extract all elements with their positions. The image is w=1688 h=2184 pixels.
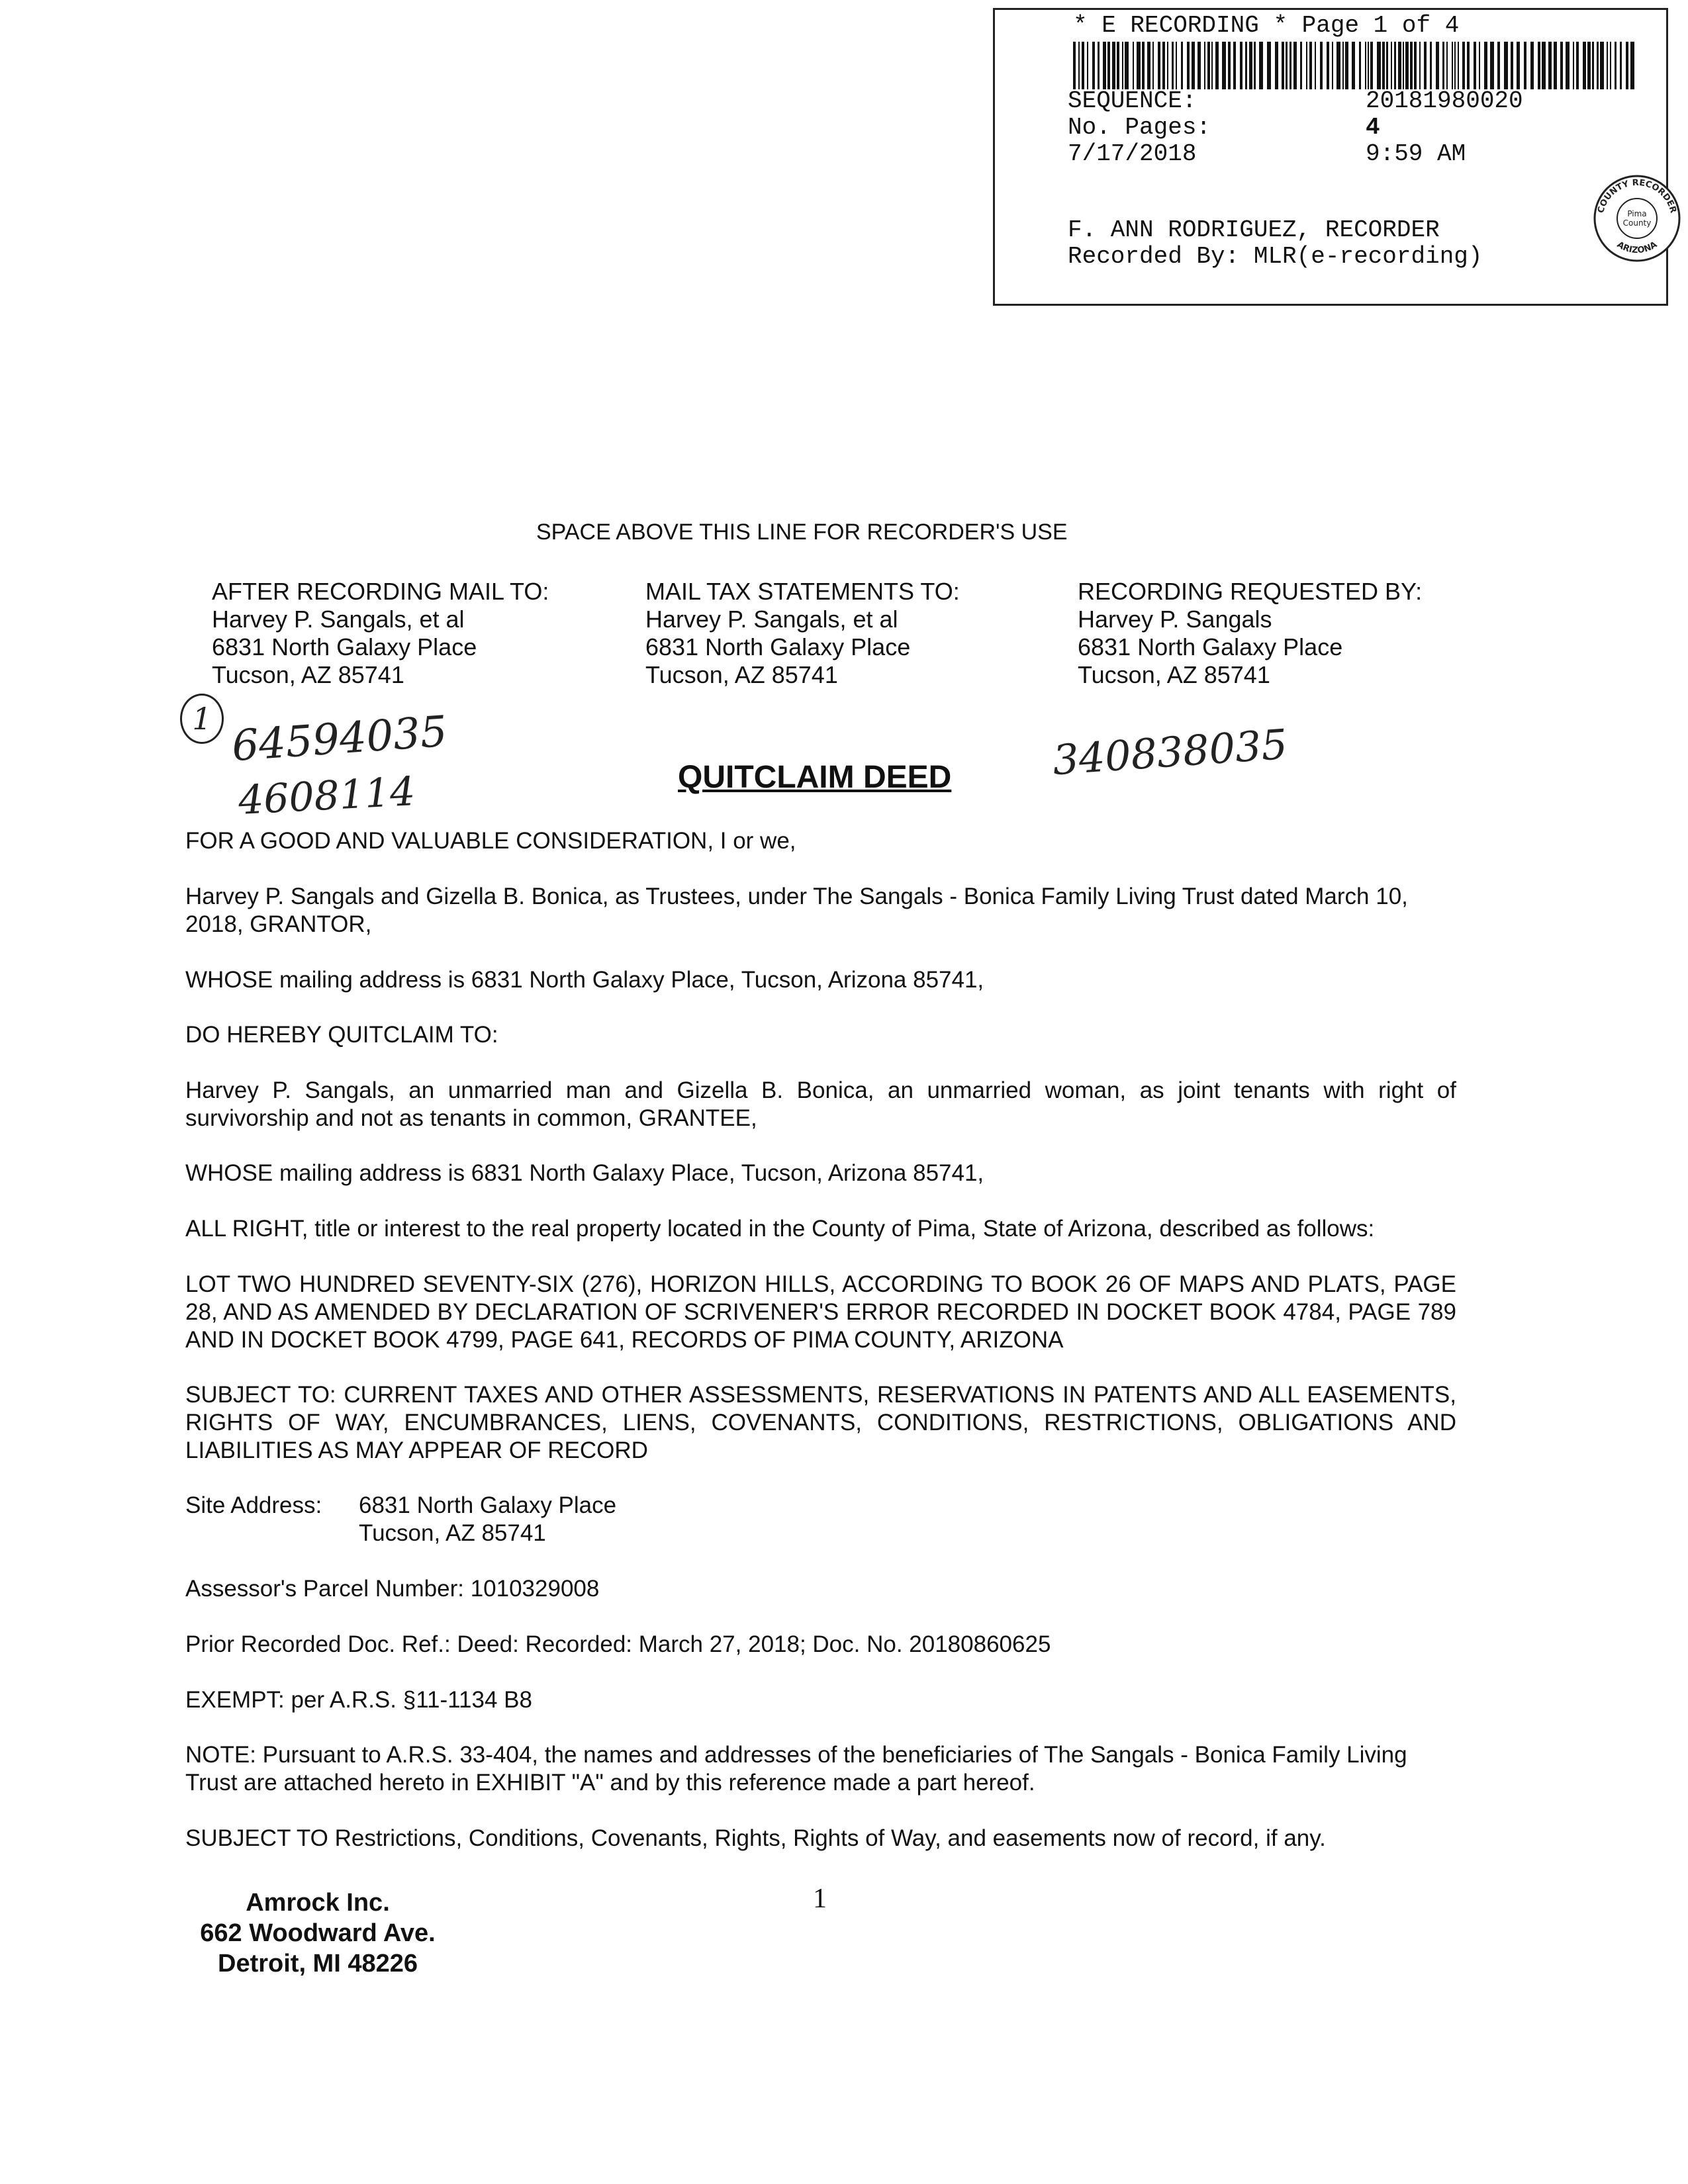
recorded-by: Recorded By: MLR(e-recording) <box>1068 243 1483 270</box>
site-address <box>185 1492 1456 1547</box>
barcode-bar <box>1490 42 1494 89</box>
handwritten-circled-number: 1 <box>180 694 224 744</box>
barcode-bar <box>1560 42 1563 89</box>
barcode-bar <box>1092 42 1095 89</box>
handwritten-note-2: 4608114 <box>237 768 416 824</box>
barcode-bar <box>1391 42 1392 89</box>
address-name: Harvey P. Sangals <box>1078 606 1272 633</box>
seal-text-center-2: County <box>1622 218 1652 228</box>
barcode-bar <box>1240 42 1243 89</box>
barcode-bar <box>1137 42 1141 89</box>
address-heading: AFTER RECORDING MAIL TO: <box>212 578 549 605</box>
exempt-text: EXEMPT: per A.R.S. §11-1134 B8 <box>185 1687 532 1713</box>
pages-label: No. Pages: <box>1068 114 1211 141</box>
grantor-text: Harvey P. Sangals and Gizella B. Bonica, as Trustees, under The Sangals - Bonica Family Living Trust dated March 10, 2018, GRANTOR, <box>185 884 1408 937</box>
site-address-value <box>359 1492 616 1547</box>
barcode-bar <box>1207 42 1210 89</box>
barcode-bar <box>1172 42 1174 89</box>
space-above-line: SPACE ABOVE THIS LINE FOR RECORDER'S USE <box>536 520 1068 545</box>
barcode-bar <box>1517 42 1520 89</box>
stamp-header: * E RECORDING * Page 1 of 4 <box>1073 12 1460 39</box>
barcode-bar <box>1300 42 1302 89</box>
barcode-bar <box>1320 42 1323 89</box>
barcode-bar <box>1403 42 1404 89</box>
address-block-after-recording <box>212 578 549 689</box>
seal-text-bottom: ARIZONA <box>1615 240 1660 256</box>
barcode-bar <box>1424 42 1427 89</box>
barcode-bar <box>1442 42 1444 89</box>
record-date: 7/17/2018 <box>1068 140 1197 167</box>
pages-value: 4 <box>1366 114 1380 141</box>
barcode-bar <box>1275 42 1278 89</box>
barcode-bar <box>1181 42 1183 89</box>
barcode-bar <box>1430 42 1432 89</box>
barcode-bar <box>1538 42 1540 89</box>
barcode-bar <box>1610 42 1611 89</box>
barcode-bar <box>1103 42 1106 89</box>
barcode-bar <box>1626 42 1628 89</box>
barcode-bar <box>1345 42 1348 89</box>
barcode-bar <box>1249 42 1252 89</box>
barcode-bar <box>1382 42 1385 89</box>
barcode-bar <box>1504 42 1508 89</box>
barcode-bar <box>1152 42 1154 89</box>
barcode-bar <box>1554 42 1557 89</box>
barcode-bar <box>1187 42 1190 89</box>
barcode-bar <box>1600 42 1604 89</box>
barcode-bar <box>1474 42 1476 89</box>
barcode-bar <box>1211 42 1213 89</box>
barcode-bar <box>1359 42 1361 89</box>
barcode-bar <box>1073 42 1076 89</box>
barcode-bar <box>1245 42 1247 89</box>
barcode-bar <box>1125 42 1129 89</box>
barcode-bar <box>1548 42 1552 89</box>
barcode-bar <box>1452 42 1453 89</box>
barcode-bar <box>1462 42 1465 89</box>
site-address-line-2: Tucson, AZ 85741 <box>359 1520 546 1546</box>
barcode-bar <box>1370 42 1373 89</box>
barcode-bar <box>1107 42 1110 89</box>
barcode-bar <box>1398 42 1401 89</box>
address-block-tax-statements <box>645 578 960 689</box>
barcode-bar <box>1479 42 1480 89</box>
barcode-bar <box>1607 42 1608 89</box>
subject-to-text: SUBJECT TO: CURRENT TAXES AND OTHER ASSESSMENTS, RESERVATIONS IN PATENTS AND ALL EASEMENTS, RIGHTS OF WAY, ENCUMBRANCES, LIENS, COVENANTS, CONDITIONS, RESTRICTIONS, OBLIGATIONS AND LIABILITIES AS MAY APPEAR OF RECORD <box>185 1382 1456 1463</box>
barcode-bar <box>1484 42 1487 89</box>
barcode-image <box>1073 42 1636 89</box>
barcode-bar <box>1542 42 1546 89</box>
legal-description-text: LOT TWO HUNDRED SEVENTY-SIX (276), HORIZON HILLS, ACCORDING TO BOOK 26 OF MAPS AND PLATS, PAGE 28, AND AS AMENDED BY DECLARATION OF SCRIVENER'S ERROR RECORDED IN DOCKET BOOK 4784, PAGE 789 AND IN DOCKET BOOK 4799, PAGE 641, RECORDS OF PIMA COUNTY, ARIZONA <box>185 1271 1456 1353</box>
county-seal-icon <box>1591 172 1683 265</box>
barcode-bar <box>1282 42 1284 89</box>
barcode-bar <box>1352 42 1355 89</box>
barcode-bar <box>1566 42 1570 89</box>
address-street: 6831 North Galaxy Place <box>212 633 477 660</box>
grantor-address-text: WHOSE mailing address is 6831 North Galaxy Place, Tucson, Arizona 85741, <box>185 967 984 993</box>
barcode-bar <box>1162 42 1165 89</box>
barcode-bar <box>1315 42 1316 89</box>
barcode-bar <box>1147 42 1150 89</box>
barcode-bar <box>1192 42 1195 89</box>
barcode-bar <box>1368 42 1369 89</box>
recorder-name: F. ANN RODRIGUEZ, RECORDER <box>1068 216 1440 244</box>
barcode-bar <box>1142 42 1145 89</box>
barcode-bar <box>1620 42 1622 89</box>
recorder-stamp-box <box>993 8 1678 306</box>
barcode-bar <box>1204 42 1205 89</box>
handwritten-note-3: 340838035 <box>1051 719 1289 785</box>
barcode-bar <box>1112 42 1115 89</box>
barcode-bar <box>1530 42 1534 89</box>
barcode-bar <box>1078 42 1080 89</box>
address-city: Tucson, AZ 85741 <box>212 661 404 688</box>
barcode-bar <box>1615 42 1617 89</box>
barcode-bar <box>1497 42 1500 89</box>
barcode-bar <box>1386 42 1388 89</box>
barcode-bar <box>1511 42 1513 89</box>
barcode-bar <box>1592 42 1594 89</box>
barcode-bar <box>1458 42 1459 89</box>
barcode-bar <box>1587 42 1591 89</box>
address-city: Tucson, AZ 85741 <box>1078 661 1270 688</box>
preparer-street: 662 Woodward Ave. <box>200 1919 436 1947</box>
barcode-bar <box>1267 42 1271 89</box>
barcode-bar <box>1087 42 1088 89</box>
note-text: NOTE: Pursuant to A.R.S. 33-404, the names and addresses of the beneficiaries of The Sangals - Bonica Family Living Trust are attached hereto in EXHIBIT "A" and by this reference made a part hereof. <box>185 1742 1407 1796</box>
barcode-bar <box>1583 42 1586 89</box>
quitclaim-to-text: DO HEREBY QUITCLAIM TO: <box>185 1022 498 1048</box>
barcode-bar <box>1233 42 1236 89</box>
address-heading: RECORDING REQUESTED BY: <box>1078 578 1423 605</box>
handwritten-note-1: 64594035 <box>230 707 449 772</box>
barcode-bar <box>1082 42 1084 89</box>
subject-to-restrictions-text: SUBJECT TO Restrictions, Conditions, Covenants, Rights, Rights of Way, and easements now of record, if any. <box>185 1825 1326 1851</box>
grantee-text: Harvey P. Sangals, an unmarried man and Gizella B. Bonica, an unmarried woman, as joint tenants with right of survivorship and not as tenants in common, GRANTEE, <box>185 1077 1456 1131</box>
barcode-bar <box>1122 42 1123 89</box>
preparer-city: Detroit, MI 48226 <box>218 1950 418 1978</box>
barcode-bar <box>1215 42 1219 89</box>
barcode-bar <box>1576 42 1579 89</box>
barcode-bar <box>1309 42 1312 89</box>
barcode-bar <box>1597 42 1599 89</box>
barcode-bar <box>1158 42 1160 89</box>
barcode-bar <box>1414 42 1417 89</box>
site-address-line-1: 6831 North Galaxy Place <box>359 1492 617 1518</box>
preparer-company: Amrock Inc. <box>246 1889 390 1917</box>
seal-text-center-1: Pima <box>1627 209 1647 218</box>
page-number: 1 <box>813 1884 827 1914</box>
barcode-bar <box>1467 42 1470 89</box>
seal-text-top: COUNTY RECORDER <box>1596 177 1678 214</box>
grantee-address-text: WHOSE mailing address is 6831 North Galaxy Place, Tucson, Arizona 85741, <box>185 1160 984 1186</box>
barcode-bar <box>1254 42 1256 89</box>
address-heading: MAIL TAX STATEMENTS TO: <box>645 578 960 605</box>
barcode-bar <box>1259 42 1263 89</box>
barcode-bar <box>1419 42 1421 89</box>
sequence-value: 20181980020 <box>1366 87 1523 114</box>
barcode-bar <box>1436 42 1439 89</box>
barcode-bar <box>1293 42 1297 89</box>
barcode-bar <box>1410 42 1413 89</box>
barcode-bar <box>1630 42 1634 89</box>
barcode-bar <box>1176 42 1177 89</box>
barcode-bar <box>1289 42 1291 89</box>
document-title: QUITCLAIM DEED <box>678 760 952 795</box>
barcode-bar <box>1524 42 1526 89</box>
barcode-bar <box>1573 42 1574 89</box>
barcode-bar <box>1222 42 1226 89</box>
preparer-address <box>189 1888 447 1979</box>
barcode-bar <box>1336 42 1340 89</box>
all-right-text: ALL RIGHT, title or interest to the real property located in the County of Pima, State of Arizona, described as follows: <box>185 1216 1375 1242</box>
barcode-bar <box>1365 42 1366 89</box>
barcode-bar <box>1306 42 1307 89</box>
record-time: 9:59 AM <box>1366 140 1466 167</box>
barcode-bar <box>1332 42 1333 89</box>
barcode-bar <box>1342 42 1344 89</box>
parcel-number-text: Assessor's Parcel Number: 1010329008 <box>185 1576 600 1602</box>
barcode-bar <box>1286 42 1288 89</box>
barcode-bar <box>1133 42 1134 89</box>
consideration-text: FOR A GOOD AND VALUABLE CONSIDERATION, I or we, <box>185 828 796 854</box>
barcode-bar <box>1327 42 1329 89</box>
barcode-bar <box>1394 42 1396 89</box>
site-address-label: Site Address: <box>185 1492 322 1518</box>
barcode-bar <box>1197 42 1201 89</box>
barcode-bar <box>1377 42 1381 89</box>
barcode-bar <box>1117 42 1119 89</box>
prior-doc-ref-text: Prior Recorded Doc. Ref.: Deed: Recorded: March 27, 2018; Doc. No. 20180860625 <box>185 1631 1051 1657</box>
address-street: 6831 North Galaxy Place <box>645 633 911 660</box>
barcode-bar <box>1446 42 1448 89</box>
barcode-bar <box>1098 42 1100 89</box>
address-name: Harvey P. Sangals, et al <box>212 606 465 633</box>
sequence-label: SEQUENCE: <box>1068 87 1197 114</box>
address-street: 6831 North Galaxy Place <box>1078 633 1343 660</box>
address-block-requested-by <box>1078 578 1422 689</box>
barcode-bar <box>1454 42 1456 89</box>
barcode-bar <box>1228 42 1231 89</box>
address-city: Tucson, AZ 85741 <box>645 661 838 688</box>
barcode-bar <box>1167 42 1168 89</box>
address-name: Harvey P. Sangals, et al <box>645 606 898 633</box>
barcode-bar <box>1405 42 1409 89</box>
